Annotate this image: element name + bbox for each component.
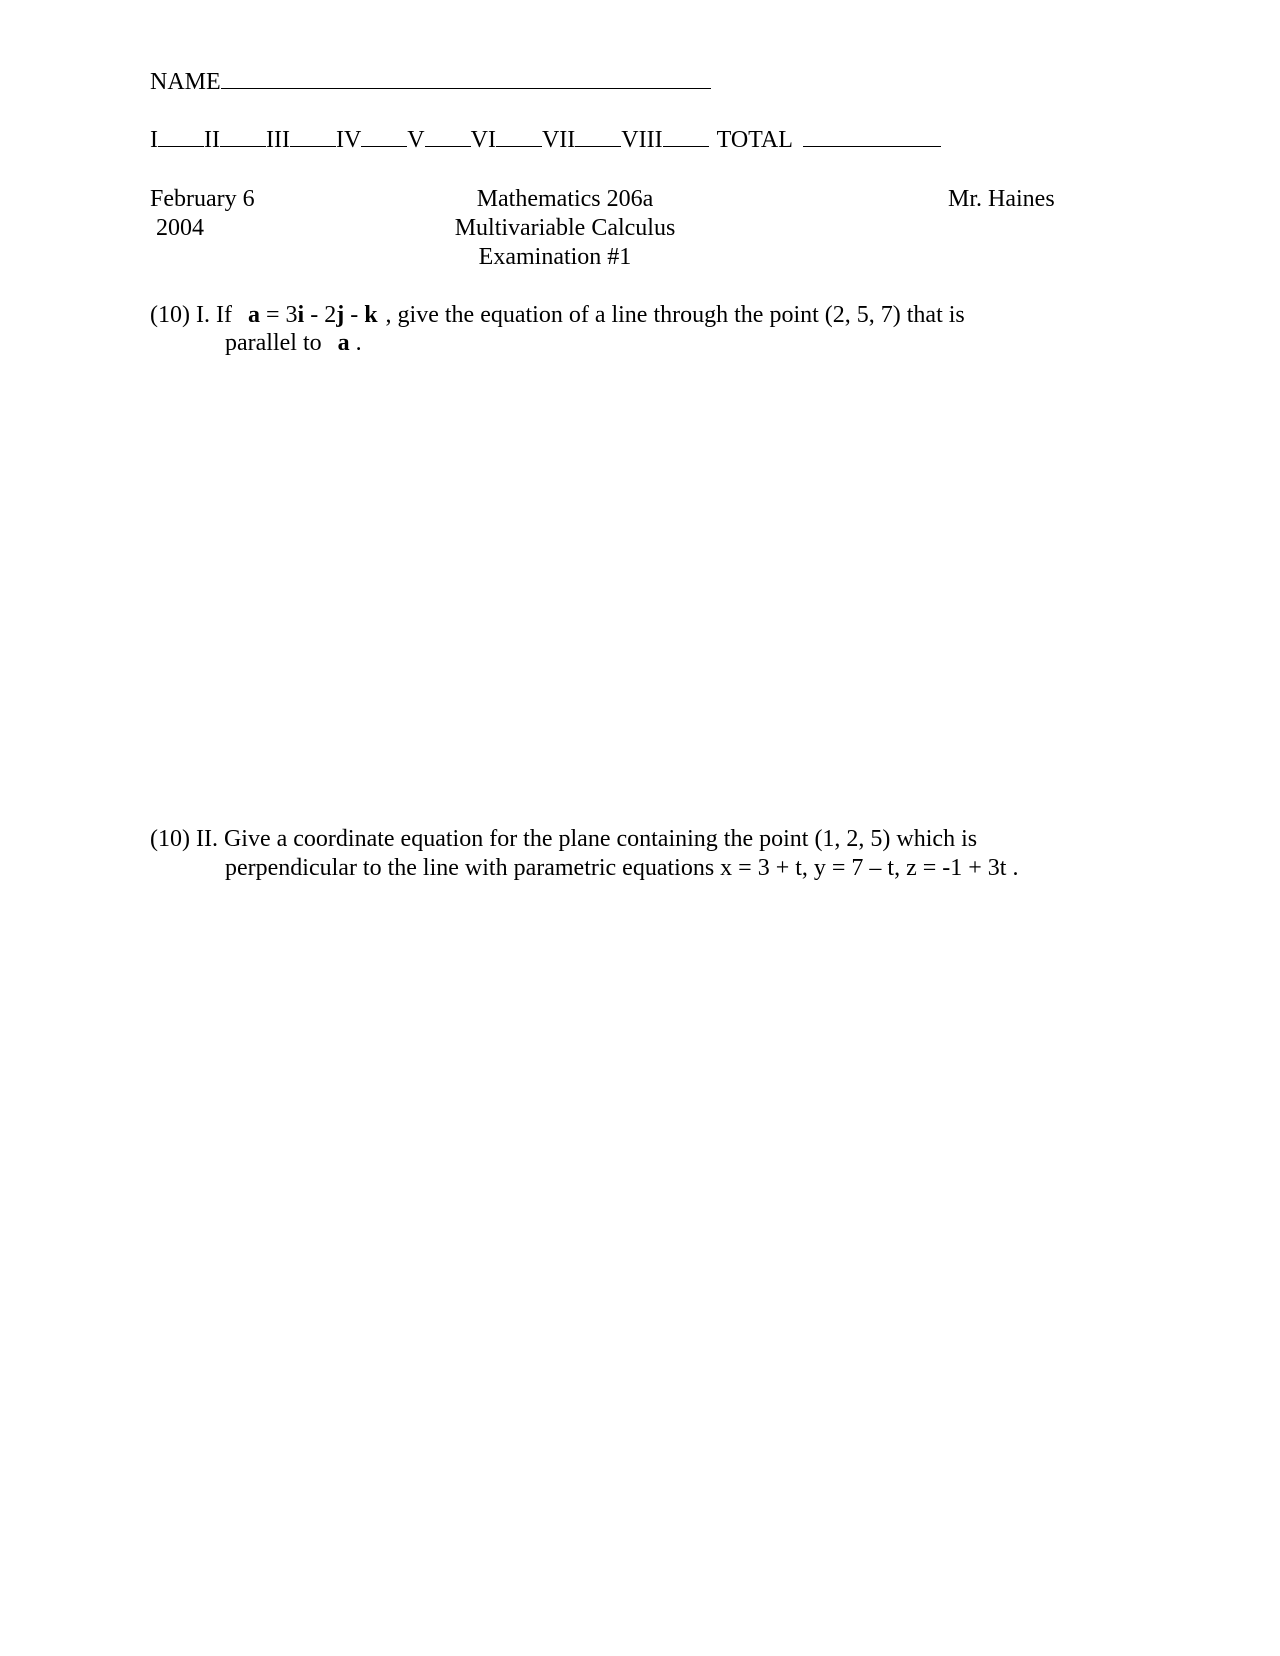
vector-a: a [247, 302, 260, 328]
score-item-8: VIII [621, 124, 708, 155]
score-item-4: IV [336, 124, 407, 155]
exam-title: Examination #1 [478, 244, 632, 270]
course-title: Mathematics 206a [476, 186, 654, 212]
date-line-2: 2004 [156, 215, 204, 241]
question-2-line-1: (10) II. Give a coordinate equation for the plane containing the point (1, 2, 5) which is [150, 826, 978, 852]
question-1-line-1: (10) I. If a = 3i - 2j - k , give the equation of a line through the point (2, 5, 7) that is [150, 302, 965, 328]
score-item-1: I [150, 124, 204, 155]
date-line-1: February 6 [150, 186, 255, 212]
name-label: NAME [150, 69, 221, 95]
total-label: TOTAL [716, 127, 793, 153]
score-item-3: III [266, 124, 336, 155]
course-subtitle: Multivariable Calculus [454, 215, 676, 241]
question-2-line-2: perpendicular to the line with parametric equations x = 3 + t, y = 7 – t, z = -1 + 3t . [225, 855, 1019, 881]
score-row [150, 124, 941, 155]
score-item-5: V [407, 124, 470, 155]
total-blank [803, 124, 941, 147]
score-item-6: VI [471, 124, 542, 155]
score-item-2: II [204, 124, 266, 155]
name-blank [221, 66, 711, 89]
question-1-line-2: parallel to a . [225, 330, 362, 356]
name-row [150, 66, 711, 97]
score-item-7: VII [542, 124, 621, 155]
instructor-name: Mr. Haines [948, 186, 1055, 212]
